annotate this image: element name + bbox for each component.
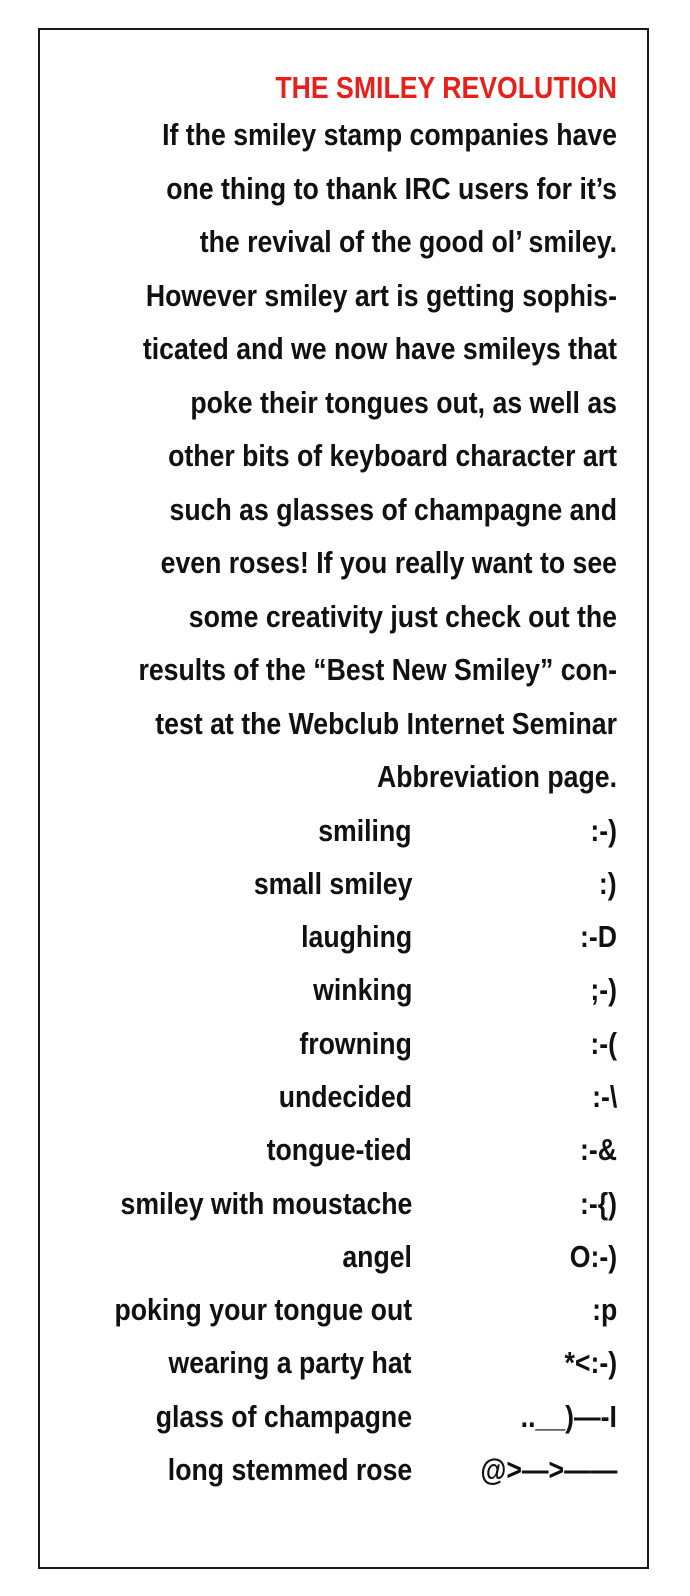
- smiley-meaning: angel: [342, 1238, 412, 1274]
- smiley-meaning: smiling: [318, 812, 412, 848]
- body-line: If the smiley stamp companies have: [162, 117, 617, 152]
- body-line: test at the Webclub Internet Seminar: [155, 705, 617, 741]
- body-line: the revival of the good ol’ smiley.: [199, 224, 617, 259]
- article-content: [48, 68, 617, 1496]
- smiley-row: [48, 1177, 617, 1230]
- smiley-meaning: wearing a party hat: [169, 1345, 412, 1381]
- smiley-table: [48, 804, 617, 1497]
- smiley-meaning: long stemmed rose: [167, 1452, 412, 1488]
- smiley-meaning: laughing: [300, 919, 412, 955]
- body-line: ticated and we now have smileys that: [142, 331, 617, 366]
- smiley-meaning: poking your tongue out: [114, 1292, 412, 1328]
- body-line-last: Abbreviation page.: [377, 759, 617, 794]
- smiley-row: [48, 963, 617, 1016]
- smiley-row: [48, 1230, 617, 1283]
- smiley-row: [48, 1390, 617, 1443]
- smiley-glyph: :p: [591, 1292, 617, 1328]
- smiley-row: [48, 910, 617, 963]
- smiley-row: [48, 1336, 617, 1389]
- body-line: However smiley art is getting sophis-: [145, 277, 618, 313]
- article-body: [48, 108, 617, 804]
- body-line: one thing to thank IRC users for it’s: [166, 170, 617, 206]
- smiley-meaning: undecided: [278, 1078, 412, 1114]
- article-title: THE SMILEY REVOLUTION: [275, 70, 617, 105]
- smiley-glyph: O:-): [569, 1238, 617, 1274]
- smiley-row: [48, 1123, 617, 1176]
- smiley-glyph: @>—>——: [479, 1452, 617, 1488]
- smiley-meaning: smiley with moustache: [120, 1185, 412, 1221]
- smiley-glyph: ;-): [590, 972, 617, 1008]
- smiley-glyph: :-{): [579, 1185, 617, 1221]
- smiley-glyph: :-\: [591, 1078, 617, 1114]
- smiley-glyph: :-): [590, 812, 617, 848]
- smiley-meaning: tongue-tied: [266, 1132, 412, 1168]
- smiley-row: [48, 1017, 617, 1070]
- body-line: even roses! If you really want to see: [160, 545, 617, 580]
- smiley-meaning: glass of champagne: [155, 1398, 412, 1434]
- smiley-meaning: winking: [312, 972, 412, 1008]
- body-line: such as glasses of champagne and: [169, 491, 618, 527]
- body-line: poke their tongues out, as well as: [190, 384, 617, 420]
- smiley-glyph: :-D: [579, 919, 617, 955]
- smiley-glyph: ..__)—-I: [520, 1398, 617, 1434]
- smiley-row: [48, 1070, 617, 1123]
- article-box: [38, 28, 649, 1569]
- smiley-row: [48, 1443, 617, 1496]
- smiley-meaning: frowning: [299, 1025, 412, 1061]
- smiley-row: [48, 857, 617, 910]
- body-line: other bits of keyboard character art: [168, 438, 617, 473]
- smiley-glyph: :-(: [590, 1025, 617, 1061]
- smiley-row: [48, 1283, 617, 1336]
- smiley-glyph: :): [599, 865, 617, 901]
- smiley-glyph: *<:-): [564, 1345, 617, 1381]
- smiley-glyph: :-&: [579, 1132, 617, 1168]
- body-line: some creativity just check out the: [188, 598, 617, 634]
- body-line: results of the “Best New Smiley” con-: [138, 652, 618, 687]
- smiley-row: [48, 804, 617, 857]
- smiley-meaning: small smiley: [253, 865, 412, 901]
